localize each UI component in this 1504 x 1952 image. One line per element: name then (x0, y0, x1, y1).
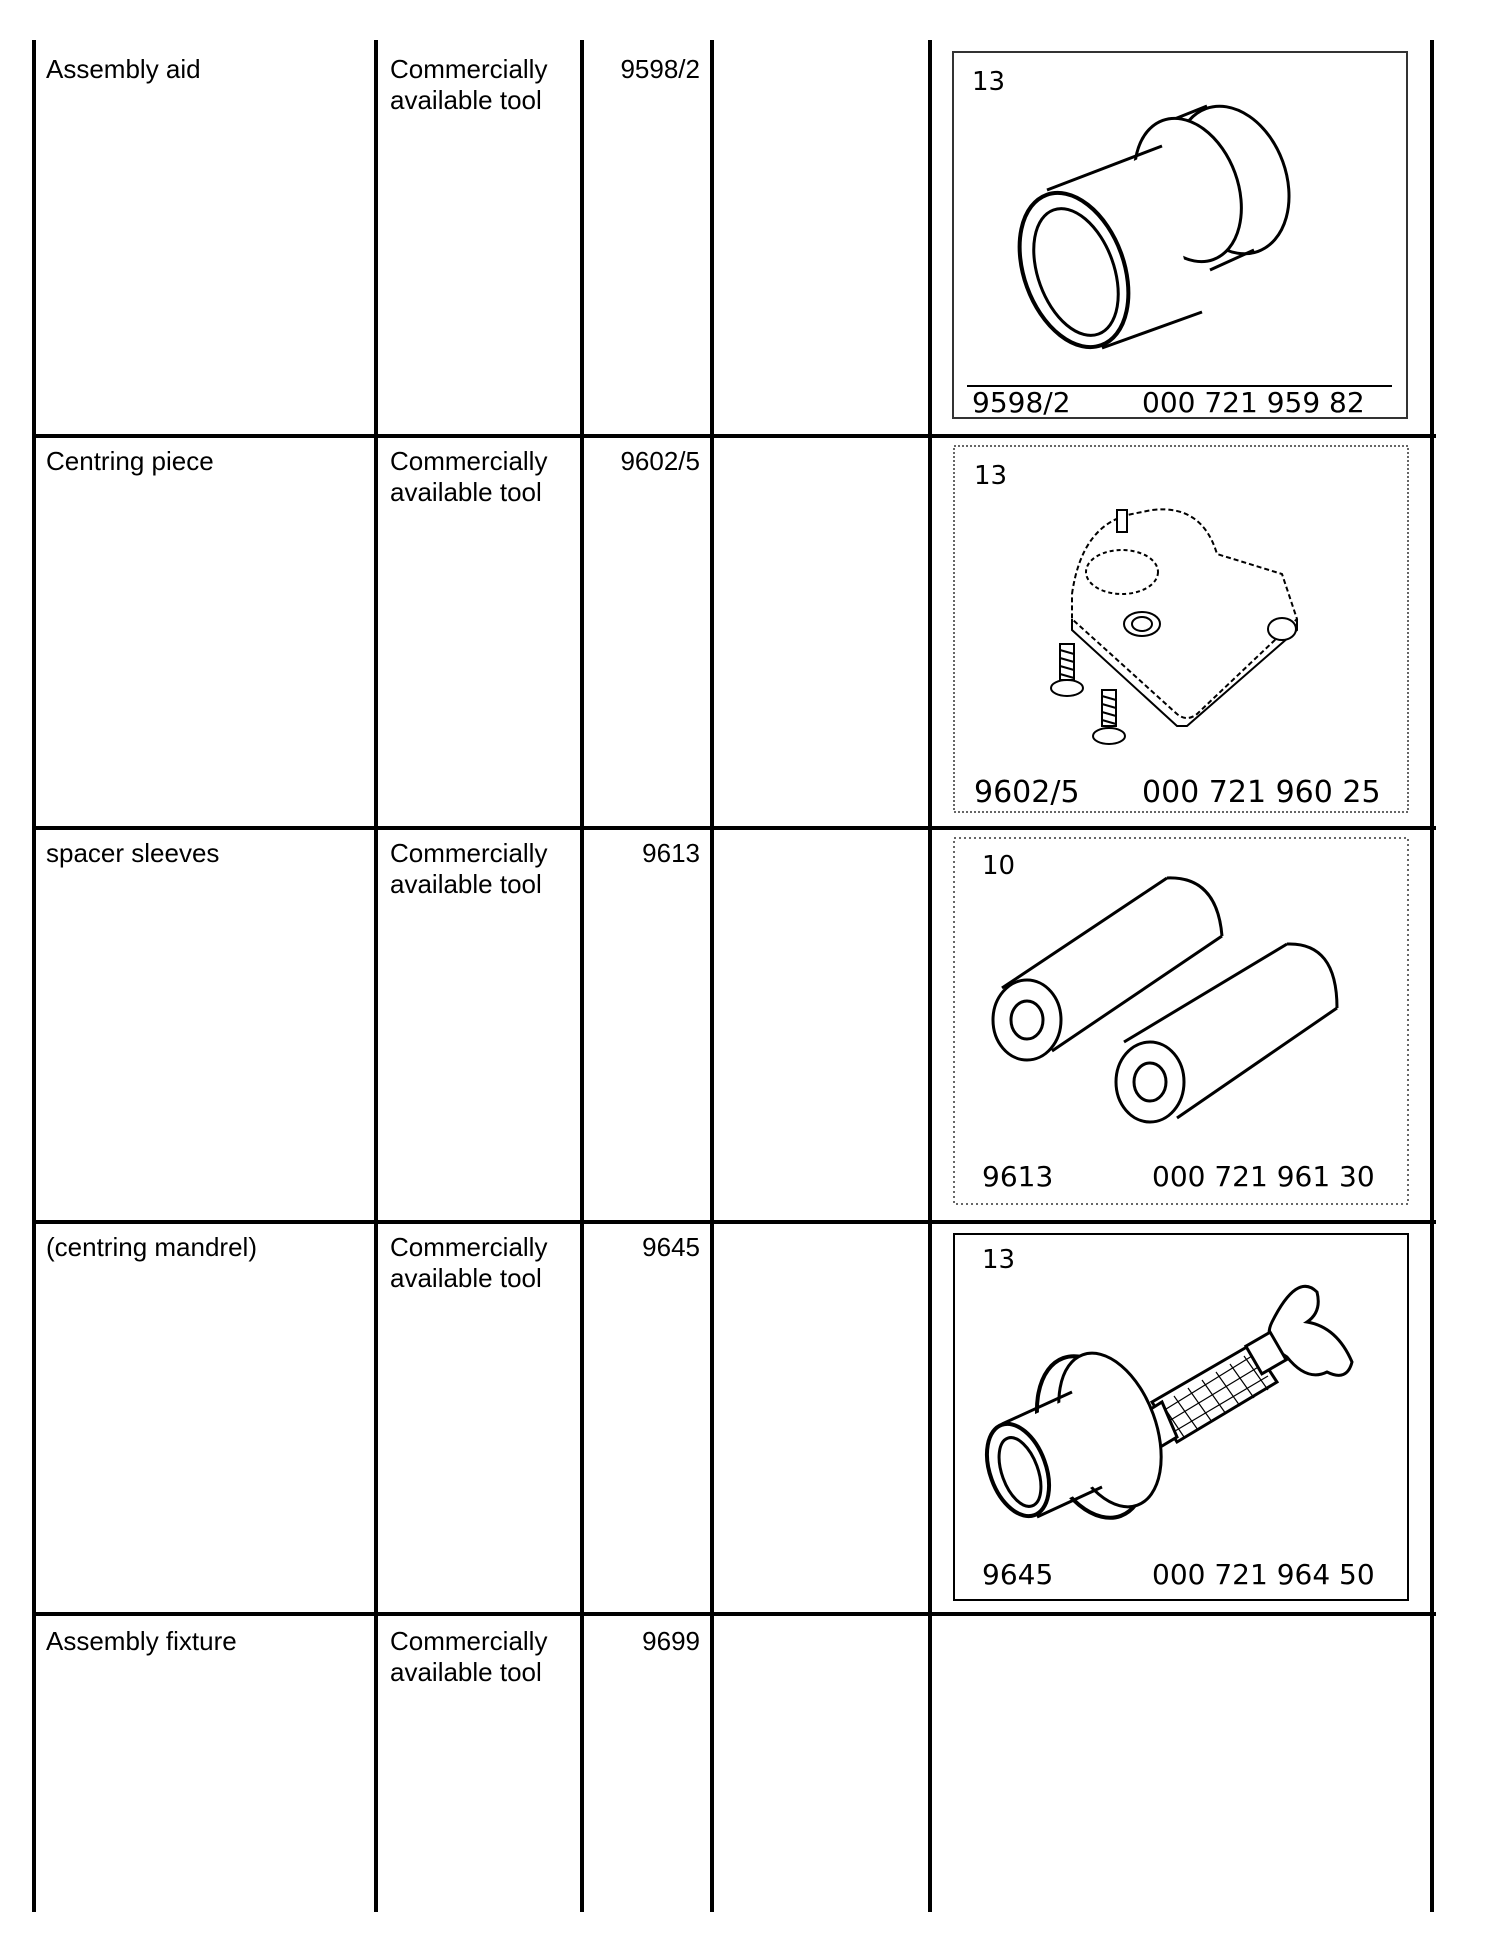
centring-mandrel-figure (952, 1232, 1410, 1604)
tool-number-cell: 9699 (642, 1626, 700, 1656)
availability-cell (390, 1232, 547, 1294)
figure-scale: 10 (982, 851, 1016, 881)
spacer-sleeves-figure (952, 836, 1410, 1208)
availability-line-1: Commercially (390, 54, 548, 84)
row-rule-2 (32, 826, 1436, 830)
tool-number-cell: 9645 (642, 1232, 700, 1262)
tool-number-cell: 9598/2 (620, 54, 700, 84)
column-rule-right (1430, 40, 1434, 1912)
figure-scale: 13 (972, 67, 1006, 97)
column-rule-3 (710, 40, 714, 1912)
availability-cell (390, 446, 547, 508)
designation-cell: (centring mandrel) (46, 1232, 257, 1262)
figure-number: 9598/2 (972, 386, 1071, 419)
figure-number: 9613 (982, 1160, 1054, 1193)
availability-line-1: Commercially (390, 1232, 548, 1262)
designation-cell: Assembly fixture (46, 1626, 237, 1656)
centring-plate-with-screws-drawing-icon (952, 444, 1410, 816)
column-rule-1 (374, 40, 378, 1912)
figure-part-number: 000 721 959 82 (1142, 386, 1365, 419)
centring-mandrel-drawing-icon (952, 1232, 1410, 1604)
availability-cell (390, 54, 547, 116)
designation-cell: spacer sleeves (46, 838, 220, 868)
figure-part-number: 000 721 964 50 (1152, 1558, 1375, 1591)
availability-line-2: available tool (390, 869, 542, 899)
column-rule-left (32, 40, 36, 1912)
designation-cell: Assembly aid (46, 54, 201, 84)
availability-line-1: Commercially (390, 446, 548, 476)
availability-cell (390, 838, 547, 900)
assembly-aid-figure (952, 50, 1410, 422)
row-rule-4 (32, 1612, 1436, 1616)
availability-line-1: Commercially (390, 838, 548, 868)
figure-number: 9602/5 (974, 775, 1080, 810)
assembly-aid-bushing-drawing-icon (952, 50, 1410, 422)
two-spacer-sleeves-drawing-icon (952, 836, 1410, 1208)
centring-piece-figure (952, 444, 1410, 816)
availability-line-2: available tool (390, 1263, 542, 1293)
availability-cell (390, 1626, 547, 1688)
tool-number-cell: 9613 (642, 838, 700, 868)
availability-line-1: Commercially (390, 1626, 548, 1656)
row-rule-3 (32, 1220, 1436, 1224)
availability-line-2: available tool (390, 477, 542, 507)
availability-line-2: available tool (390, 85, 542, 115)
tool-number-cell: 9602/5 (620, 446, 700, 476)
designation-cell: Centring piece (46, 446, 214, 476)
row-rule-1 (32, 434, 1436, 438)
column-rule-4 (928, 40, 932, 1912)
availability-line-2: available tool (390, 1657, 542, 1687)
figure-part-number: 000 721 960 25 (1142, 775, 1381, 810)
figure-number: 9645 (982, 1558, 1054, 1591)
figure-part-number: 000 721 961 30 (1152, 1160, 1375, 1193)
column-rule-2 (580, 40, 584, 1912)
figure-scale: 13 (982, 1245, 1016, 1275)
figure-scale: 13 (974, 461, 1008, 491)
